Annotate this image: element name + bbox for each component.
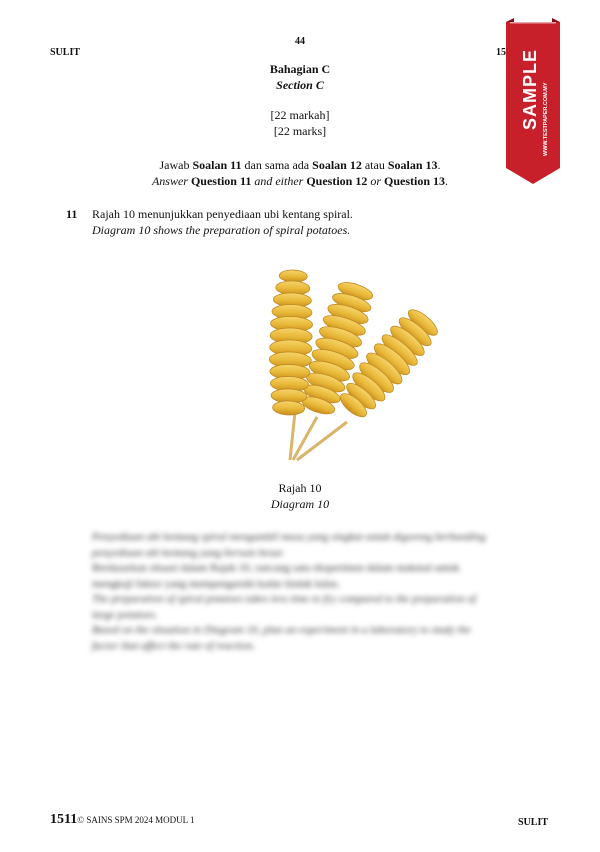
diagram-caption-en: Diagram 10 (270, 497, 330, 511)
question-number: 11 (66, 207, 78, 221)
marks-ms: [22 markah] (270, 108, 330, 122)
question-text-ms: Rajah 10 menunjukkan penyediaan ubi kentang spiral. (92, 207, 353, 221)
blurred-line: factor that affect the rate of reaction. (92, 639, 256, 652)
footer-right-label: SULIT (518, 817, 549, 828)
blurred-line: mengkaji faktor yang mempengaruhi kadar tindak balas. (92, 577, 341, 590)
blurred-question-body (92, 530, 542, 654)
section-title-ms: Bahagian C (269, 62, 331, 76)
blurred-line: Berdasarkan situasi dalam Rajah 10, rancang satu eksperimen dalam makmal untuk (92, 562, 460, 574)
blurred-line: The preparation of spiral potatoes takes less time to fry compared to the preparation of (92, 593, 476, 605)
blurred-line: penyediaan ubi kentang yang bersaiz besar. (92, 546, 285, 559)
diagram-caption-ms: Rajah 10 (278, 481, 322, 495)
marks-en: [22 marks] (273, 124, 327, 138)
footer-subtitle: © SAINS SPM 2024 MODUL 1 (77, 815, 195, 825)
instruction-ms: Jawab Soalan 11 dan sama ada Soalan 12 atau Soalan 13. (159, 158, 441, 172)
page-number: 44 (295, 36, 305, 47)
header-right-label: 15 (496, 47, 506, 58)
watermark-label: SAMPLE (520, 48, 540, 130)
header-left-label: SULIT (50, 47, 81, 58)
sample-ribbon (504, 18, 562, 186)
spiral-potatoes-image (255, 262, 450, 472)
blurred-line: large potatoes. (92, 608, 158, 621)
blurred-line: Penyediaan ubi kentang spiral mengambil masa yang singkat untuk digoreng berbanding (92, 531, 486, 543)
instruction-en: Answer Question 11 and either Question 12 or Question 13. (151, 174, 449, 188)
watermark-url: WWW.TESTPAPER.COM.MY (543, 82, 549, 156)
question-text-en: Diagram 10 shows the preparation of spiral potatoes. (92, 223, 351, 237)
blurred-line: Based on the situation in Diagram 10, plan an experiment in a laboratory to study the (92, 624, 471, 636)
section-title-en: Section C (276, 78, 324, 92)
footer-code: 1511© SAINS SPM 2024 MODUL 1 (50, 812, 195, 827)
